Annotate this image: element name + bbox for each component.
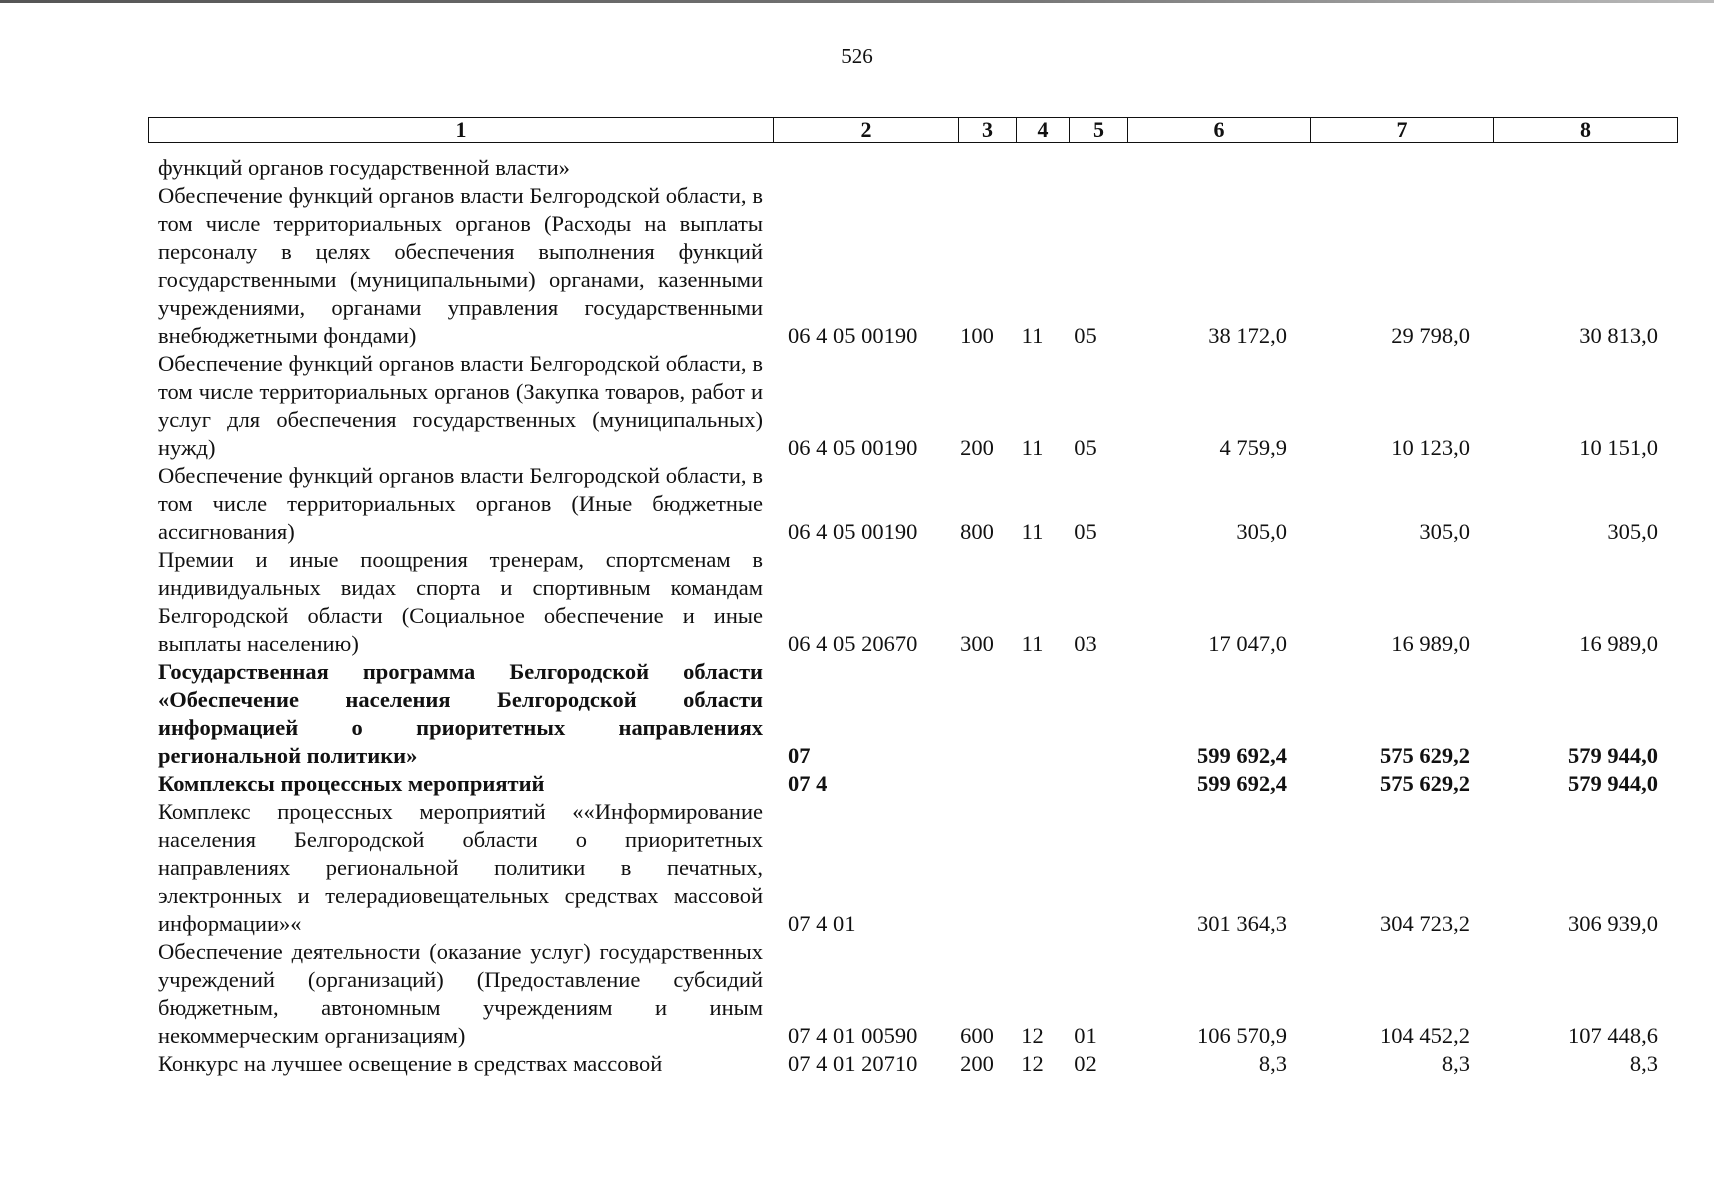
row-subsection: 05 (1074, 519, 1097, 544)
row-amount-col8: 10 151,0 (1579, 435, 1658, 460)
row-description: Обеспечение деятельности (оказание услуг) государственных учреждений (организаций) (Предоставление субсидий бюджетным, автономным учреждениям и иным некоммерческим организациям) (158, 939, 763, 1048)
row-amount-col7: 8,3 (1441, 1051, 1470, 1076)
table-row (158, 546, 1678, 658)
header-col-1: 1 (149, 118, 774, 142)
row-section: 11 (1021, 323, 1044, 348)
row-code: 06 4 05 00190 (788, 323, 918, 348)
table-header (148, 117, 1678, 143)
row-code: 06 4 05 00190 (788, 435, 918, 460)
row-section: 11 (1021, 519, 1044, 544)
row-amount-col6: 305,0 (1236, 519, 1287, 544)
header-col-3: 3 (959, 118, 1017, 142)
row-section: 12 (1021, 1023, 1044, 1048)
page-number: 526 (841, 44, 873, 68)
row-amount-col6: 38 172,0 (1208, 323, 1287, 348)
row-amount-col6: 106 570,9 (1197, 1023, 1287, 1048)
row-amount-col6: 8,3 (1258, 1051, 1287, 1076)
row-subsection: 05 (1074, 323, 1097, 348)
table-body (158, 154, 1678, 1078)
row-code: 07 (788, 743, 811, 768)
row-amount-col8: 30 813,0 (1579, 323, 1658, 348)
header-col-5: 5 (1070, 118, 1128, 142)
row-description: Обеспечение функций органов власти Белгородской области, в том числе территориальных органов (Иные бюджетные ассигнования) (158, 463, 763, 544)
row-section: 12 (1021, 1051, 1044, 1076)
table-row (158, 182, 1678, 350)
row-amount-col7: 104 452,2 (1380, 1023, 1470, 1048)
row-section: 11 (1021, 631, 1044, 656)
row-expense-type: 600 (960, 1023, 994, 1048)
row-amount-col6: 599 692,4 (1197, 743, 1287, 768)
row-expense-type: 100 (960, 323, 994, 348)
row-amount-col6: 4 759,9 (1219, 435, 1287, 460)
table-row (158, 462, 1678, 546)
row-description: Комплексы процессных мероприятий (158, 771, 545, 796)
table-row (158, 938, 1678, 1050)
row-code: 06 4 05 00190 (788, 519, 918, 544)
row-amount-col7: 10 123,0 (1391, 435, 1470, 460)
row-amount-col8: 579 944,0 (1568, 771, 1658, 796)
row-amount-col8: 16 989,0 (1579, 631, 1658, 656)
row-amount-col6: 301 364,3 (1197, 911, 1287, 936)
table-row (158, 798, 1678, 938)
row-section: 11 (1021, 435, 1044, 460)
row-description: Государственная программа Белгородской области «Обеспечение населения Белгородской области информацией о приоритетных направлениях региональной политики» (158, 659, 763, 768)
row-expense-type: 200 (960, 435, 994, 460)
row-amount-col7: 575 629,2 (1380, 771, 1470, 796)
row-amount-col8: 305,0 (1607, 519, 1658, 544)
row-code: 07 4 (788, 771, 828, 796)
row-amount-col8: 306 939,0 (1568, 911, 1658, 936)
header-col-8: 8 (1580, 117, 1591, 142)
row-amount-col6: 599 692,4 (1197, 771, 1287, 796)
row-description: Комплекс процессных мероприятий ««Информирование населения Белгородской области о приоритетных направлениях региональной политики в печатных, электронных и телерадиовещательных средствах массовой информации»« (158, 799, 763, 936)
row-expense-type: 200 (960, 1051, 994, 1076)
table-row (158, 154, 1678, 182)
row-description: Обеспечение функций органов власти Белгородской области, в том числе территориальных органов (Закупка товаров, работ и услуг для обеспечения государственных (муниципальных) нужд) (158, 351, 763, 460)
row-expense-type: 300 (960, 631, 994, 656)
row-code: 07 4 01 20710 (788, 1051, 918, 1076)
header-col-7: 7 (1311, 118, 1494, 142)
row-subsection: 05 (1074, 435, 1097, 460)
row-description: Обеспечение функций органов власти Белгородской области, в том числе территориальных органов (Расходы на выплаты персоналу в целях обеспечения выполнения функций государственными (муниципальными) органами, казенными учреждениями, органами управления государственными внебюджетными фондами) (158, 183, 763, 348)
table-row (158, 1050, 1678, 1078)
header-col-6: 6 (1128, 118, 1311, 142)
table-row (158, 658, 1678, 770)
row-amount-col7: 16 989,0 (1391, 631, 1470, 656)
row-expense-type: 800 (960, 519, 994, 544)
row-amount-col8: 579 944,0 (1568, 743, 1658, 768)
header-col-4: 4 (1017, 118, 1070, 142)
table-row (158, 770, 1678, 798)
row-amount-col7: 575 629,2 (1380, 743, 1470, 768)
header-col-2: 2 (774, 118, 959, 142)
row-amount-col8: 107 448,6 (1568, 1023, 1658, 1048)
row-amount-col6: 17 047,0 (1208, 631, 1287, 656)
row-description: Премии и иные поощрения тренерам, спортсменам в индивидуальных видах спорта и спортивным командам Белгородской области (Социальное обеспечение и иные выплаты населению) (158, 547, 763, 656)
row-subsection: 02 (1074, 1051, 1097, 1076)
row-code: 06 4 05 20670 (788, 631, 918, 656)
row-amount-col7: 29 798,0 (1391, 323, 1470, 348)
row-amount-col8: 8,3 (1629, 1051, 1658, 1076)
row-subsection: 03 (1074, 631, 1097, 656)
row-code: 07 4 01 (788, 911, 856, 936)
table-row (158, 350, 1678, 462)
row-description: функций органов государственной власти» (158, 155, 570, 180)
row-description: Конкурс на лучшее освещение в средствах массовой (158, 1051, 663, 1076)
top-rule (0, 0, 1714, 3)
row-code: 07 4 01 00590 (788, 1023, 918, 1048)
row-amount-col7: 304 723,2 (1380, 911, 1470, 936)
row-amount-col7: 305,0 (1419, 519, 1470, 544)
row-subsection: 01 (1074, 1023, 1097, 1048)
